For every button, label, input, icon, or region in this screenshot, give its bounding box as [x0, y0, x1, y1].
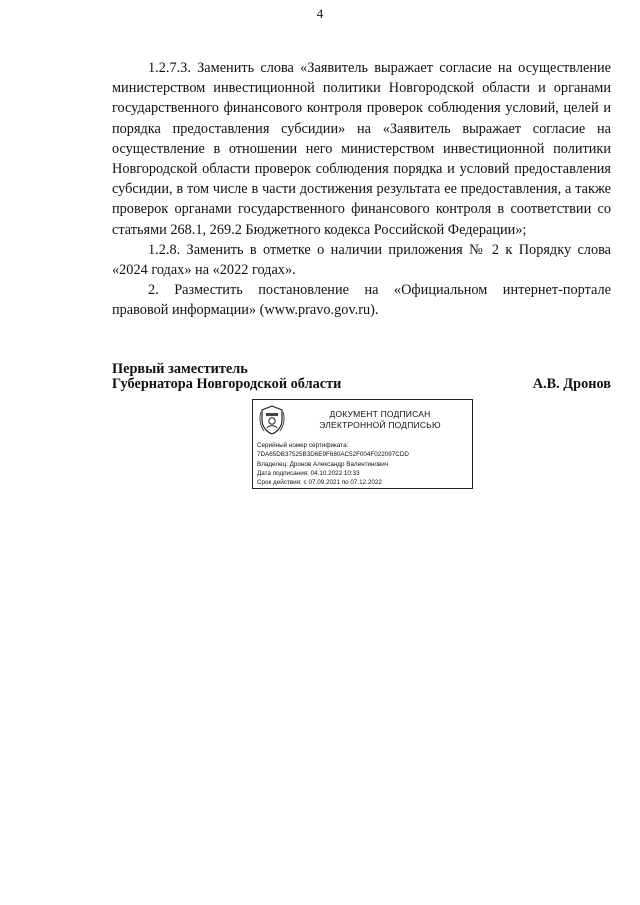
signature-block	[112, 362, 611, 392]
paragraph-1-2-7-3: 1.2.7.3. Заменить слова «Заявитель выражает согласие на осуществление министерством инвестиционной политики Новгородской области и органами государственного финансового контроля проверок соблюдения условий, целей и порядка предоставления субсидии» на «Заявитель выражает согласие на осуществление в отношении него министерством инвестиционной политики Новгородской области проверок соблюдения порядка и условий предоставления субсидии, в том числе в части достижения результата ее предоставления, а также проверок органами государственного финансового контроля в соответствии со статьями 268.1, 269.2 Бюджетного кодекса Российской Федерации»;	[112, 60, 611, 238]
stamp-heading	[291, 409, 469, 431]
signer-title-line1: Первый заместитель	[112, 361, 248, 377]
paragraph-1-2-8: 1.2.8. Заменить в отметке о наличии приложения № 2 к Порядку слова «2024 годах» на «2022 годах».	[112, 241, 611, 279]
signer-name: А.В. Дронов	[532, 376, 611, 392]
document-body	[112, 58, 611, 321]
stamp-validity: Срок действия: с 07.09.2021 по 07.12.2022	[257, 479, 382, 487]
stamp-owner: Владелец: Дронов Александр Валентинович	[257, 460, 389, 468]
electronic-signature-stamp	[252, 399, 473, 489]
signer-title-line2: Губернатора Новгородской области	[112, 376, 342, 392]
stamp-cert-serial: 7DA65DB37525B3D6E9F680AC52F004F022097CDD	[257, 451, 409, 459]
stamp-cert-label: Серийный номер сертификата:	[257, 442, 349, 449]
coat-of-arms-icon	[258, 404, 286, 436]
paragraph-2: 2. Разместить постановление на «Официальном интернет-портале правовой информации» (www.pravo.gov.ru).	[112, 282, 611, 319]
stamp-details	[257, 441, 409, 487]
stamp-sign-date: Дата подписания: 04.10.2022 10:33	[257, 469, 360, 477]
stamp-heading-line1: ДОКУМЕНТ ПОДПИСАН	[329, 409, 431, 419]
stamp-heading-line2: ЭЛЕКТРОННОЙ ПОДПИСЬЮ	[319, 420, 441, 430]
page-number: 4	[316, 6, 324, 21]
